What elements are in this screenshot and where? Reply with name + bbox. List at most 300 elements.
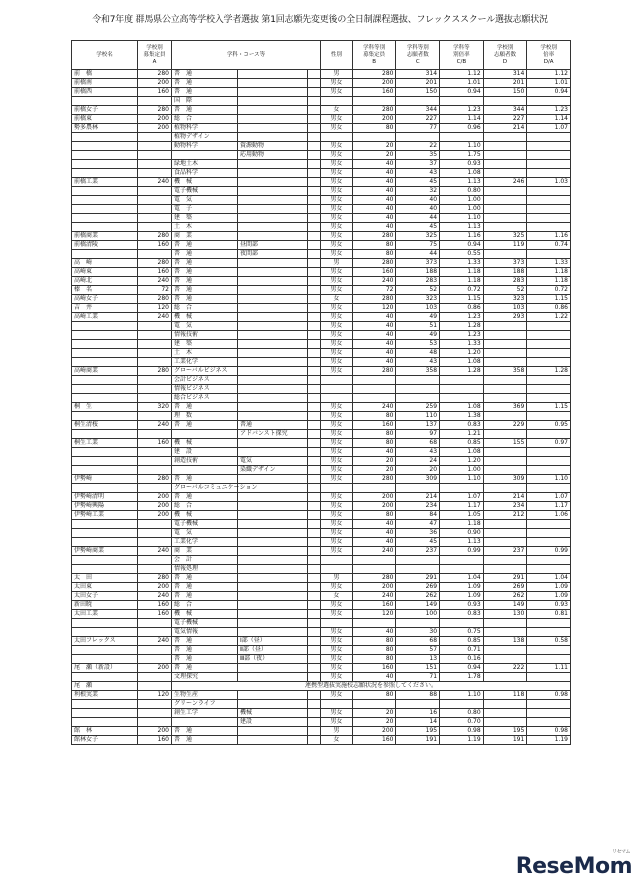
cell-dept-applicants: 234 — [396, 502, 440, 511]
table-row — [72, 178, 571, 187]
cell-spacer — [308, 187, 321, 196]
cell-course: 普通 — [237, 421, 307, 430]
cell-gender: 男女 — [320, 313, 352, 322]
cell-gender: 男女 — [320, 637, 352, 646]
cell-school-name: 伊勢崎興陽 — [72, 502, 138, 511]
cell-school-applicants — [483, 349, 527, 358]
table-row — [72, 115, 571, 124]
cell-school-applicants — [483, 187, 527, 196]
cell-school-ratio: 1.03 — [527, 178, 571, 187]
cell-dept-capacity: 280 — [352, 574, 396, 583]
cell-gender — [320, 700, 352, 709]
cell-course — [237, 79, 307, 88]
cell-department: 文理探究 — [171, 673, 237, 682]
cell-school-ratio: 1.14 — [527, 115, 571, 124]
cell-school-applicants — [483, 655, 527, 664]
cell-course — [237, 520, 307, 529]
table-row — [72, 619, 571, 628]
cell-gender: 男 — [320, 259, 352, 268]
cell-department: 普 通 — [171, 259, 237, 268]
cell-gender: 男 — [320, 574, 352, 583]
table-row — [72, 106, 571, 115]
table-row — [72, 196, 571, 205]
cell-school-name — [72, 655, 138, 664]
cell-dept-capacity: 80 — [352, 655, 396, 664]
cell-school-ratio: 1.07 — [527, 493, 571, 502]
cell-dept-ratio: 1.10 — [440, 214, 484, 223]
cell-school-ratio — [527, 556, 571, 565]
cell-department: 国 際 — [171, 97, 237, 106]
cell-school-capacity — [137, 655, 171, 664]
table-row — [72, 268, 571, 277]
cell-dept-ratio: 1.17 — [440, 502, 484, 511]
cell-spacer — [308, 79, 321, 88]
table-row — [72, 493, 571, 502]
cell-gender: 男女 — [320, 691, 352, 700]
cell-department: 普 通 — [171, 70, 237, 79]
cell-course — [237, 277, 307, 286]
cell-dept-ratio: 1.21 — [440, 430, 484, 439]
cell-dept-applicants: 43 — [396, 169, 440, 178]
cell-dept-capacity: 280 — [352, 70, 396, 79]
cell-dept-ratio: 1.00 — [440, 196, 484, 205]
header-label: 学校別 倍率 D/A — [540, 44, 557, 65]
cell-spacer — [308, 430, 321, 439]
cell-dept-ratio: 1.08 — [440, 403, 484, 412]
application-status-table-wrapper — [71, 40, 571, 745]
cell-dept-capacity: 200 — [352, 583, 396, 592]
cell-spacer — [308, 214, 321, 223]
cell-dept-ratio: 1.28 — [440, 367, 484, 376]
cell-course — [237, 511, 307, 520]
table-row — [72, 664, 571, 673]
cell-dept-applicants: 227 — [396, 115, 440, 124]
cell-department: 創造技術 — [171, 457, 237, 466]
cell-school-ratio — [527, 646, 571, 655]
cell-dept-capacity — [352, 376, 396, 385]
cell-school-ratio: 0.86 — [527, 304, 571, 313]
cell-school-applicants — [483, 529, 527, 538]
cell-school-capacity: 280 — [137, 259, 171, 268]
cell-school-name — [72, 160, 138, 169]
cell-school-capacity — [137, 646, 171, 655]
cell-spacer — [308, 277, 321, 286]
cell-school-ratio: 1.04 — [527, 574, 571, 583]
cell-school-applicants — [483, 565, 527, 574]
cell-department: 普 通 — [171, 241, 237, 250]
cell-dept-ratio: 1.20 — [440, 349, 484, 358]
cell-school-ratio — [527, 619, 571, 628]
cell-school-applicants: 191 — [483, 736, 527, 745]
cell-school-applicants — [483, 142, 527, 151]
cell-spacer — [308, 637, 321, 646]
table-row — [72, 430, 571, 439]
header-school-applicants — [483, 41, 527, 70]
cell-dept-ratio: 1.13 — [440, 223, 484, 232]
cell-school-applicants — [483, 718, 527, 727]
cell-spacer — [308, 376, 321, 385]
cell-dept-capacity: 80 — [352, 250, 396, 259]
cell-department: 土 木 — [171, 223, 237, 232]
cell-school-name — [72, 520, 138, 529]
cell-dept-ratio: 0.85 — [440, 439, 484, 448]
cell-school-name: 桐生清桜 — [72, 421, 138, 430]
cell-department: 普 通 — [171, 736, 237, 745]
cell-dept-ratio: 1.28 — [440, 322, 484, 331]
cell-department: 普 通 — [171, 106, 237, 115]
cell-school-name — [72, 538, 138, 547]
header-dept-capacity — [352, 41, 396, 70]
cell-course — [237, 88, 307, 97]
cell-dept-ratio: 1.18 — [440, 268, 484, 277]
cell-course — [237, 214, 307, 223]
cell-spacer — [308, 709, 321, 718]
cell-dept-applicants: 68 — [396, 637, 440, 646]
cell-dept-capacity: 40 — [352, 205, 396, 214]
header-label: 学科等別 志願者数 C — [406, 44, 429, 65]
cell-department: 建 設 — [171, 448, 237, 457]
cell-school-name: 高崎北 — [72, 277, 138, 286]
cell-school-applicants — [483, 457, 527, 466]
cell-department: 電子機械 — [171, 520, 237, 529]
header-label: 学科等別 募集定員 B — [363, 44, 386, 65]
cell-school-ratio — [527, 529, 571, 538]
cell-gender: 男女 — [320, 673, 352, 682]
cell-dept-capacity: 40 — [352, 160, 396, 169]
cell-school-ratio: 1.17 — [527, 502, 571, 511]
table-row — [72, 70, 571, 79]
cell-dept-capacity: 120 — [352, 304, 396, 313]
cell-gender: 男女 — [320, 79, 352, 88]
cell-department: 機 械 — [171, 511, 237, 520]
cell-dept-ratio: 1.00 — [440, 205, 484, 214]
cell-school-capacity — [137, 349, 171, 358]
cell-gender: 男女 — [320, 223, 352, 232]
table-row — [72, 142, 571, 151]
cell-gender: 男女 — [320, 709, 352, 718]
cell-school-capacity: 200 — [137, 583, 171, 592]
cell-gender — [320, 556, 352, 565]
cell-department: 総 合 — [171, 601, 237, 610]
cell-school-capacity — [137, 214, 171, 223]
cell-dept-ratio: 0.80 — [440, 187, 484, 196]
cell-spacer — [308, 70, 321, 79]
table-row — [72, 466, 571, 475]
cell-school-name: 前橋南 — [72, 79, 138, 88]
cell-school-name: 尾 瀬（新設） — [72, 664, 138, 673]
table-row — [72, 520, 571, 529]
cell-school-name: 桐 生 — [72, 403, 138, 412]
cell-school-capacity — [137, 133, 171, 142]
cell-dept-ratio: 1.19 — [440, 736, 484, 745]
cell-school-capacity — [137, 718, 171, 727]
cell-school-capacity — [137, 430, 171, 439]
header-school-ratio — [527, 41, 571, 70]
cell-spacer — [308, 241, 321, 250]
cell-dept-capacity: 240 — [352, 403, 396, 412]
cell-dept-ratio: 1.18 — [440, 520, 484, 529]
cell-dept-capacity: 40 — [352, 358, 396, 367]
cell-dept-ratio: 0.83 — [440, 610, 484, 619]
table-row — [72, 151, 571, 160]
cell-dept-capacity: 20 — [352, 718, 396, 727]
cell-school-capacity: 72 — [137, 286, 171, 295]
cell-dept-applicants: 214 — [396, 493, 440, 502]
cell-school-applicants: 291 — [483, 574, 527, 583]
cell-course — [237, 286, 307, 295]
cell-dept-ratio: 1.75 — [440, 151, 484, 160]
cell-school-applicants: 155 — [483, 439, 527, 448]
cell-school-name: 太田女子 — [72, 592, 138, 601]
cell-dept-applicants: 262 — [396, 592, 440, 601]
cell-dept-applicants: 22 — [396, 142, 440, 151]
cell-gender: 男女 — [320, 664, 352, 673]
cell-course — [237, 601, 307, 610]
cell-school-applicants — [483, 700, 527, 709]
cell-school-applicants: 214 — [483, 493, 527, 502]
cell-school-name — [72, 97, 138, 106]
cell-school-applicants: 293 — [483, 313, 527, 322]
table-row — [72, 313, 571, 322]
cell-dept-applicants: 51 — [396, 322, 440, 331]
cell-course — [237, 367, 307, 376]
table-row — [72, 79, 571, 88]
cell-school-capacity: 280 — [137, 106, 171, 115]
cell-school-ratio — [527, 700, 571, 709]
cell-dept-ratio: 0.98 — [440, 727, 484, 736]
cell-school-name — [72, 466, 138, 475]
cell-school-capacity: 120 — [137, 304, 171, 313]
cell-school-capacity — [137, 385, 171, 394]
cell-department: 会計ビジネス — [171, 376, 237, 385]
cell-school-ratio: 0.94 — [527, 88, 571, 97]
cell-dept-ratio: 1.00 — [440, 466, 484, 475]
cell-school-ratio — [527, 412, 571, 421]
header-gender — [320, 41, 352, 70]
cell-course — [237, 619, 307, 628]
cell-course — [237, 97, 307, 106]
table-row — [72, 691, 571, 700]
cell-school-applicants — [483, 322, 527, 331]
cell-school-capacity: 240 — [137, 637, 171, 646]
cell-course — [237, 610, 307, 619]
header-label: 学科等 別倍率 C/B — [453, 44, 470, 65]
cell-school-capacity — [137, 394, 171, 403]
table-row — [72, 475, 571, 484]
cell-school-applicants — [483, 556, 527, 565]
cell-school-name — [72, 331, 138, 340]
cell-spacer — [308, 295, 321, 304]
cell-school-name: 伊勢崎清明 — [72, 493, 138, 502]
cell-school-name — [72, 430, 138, 439]
cell-dept-capacity: 72 — [352, 286, 396, 295]
cell-course — [237, 196, 307, 205]
cell-school-applicants — [483, 358, 527, 367]
cell-dept-applicants: 20 — [396, 466, 440, 475]
cell-school-ratio — [527, 394, 571, 403]
cell-school-capacity — [137, 466, 171, 475]
cell-school-ratio: 1.19 — [527, 736, 571, 745]
cell-department: 機 械 — [171, 178, 237, 187]
cell-course: 応用動物 — [237, 151, 307, 160]
cell-school-ratio: 1.33 — [527, 259, 571, 268]
cell-dept-ratio: 1.04 — [440, 574, 484, 583]
cell-dept-ratio — [440, 376, 484, 385]
header-department — [171, 41, 320, 70]
cell-school-ratio — [527, 484, 571, 493]
cell-dept-applicants: 150 — [396, 88, 440, 97]
cell-dept-applicants — [396, 565, 440, 574]
cell-course — [237, 412, 307, 421]
cell-course — [237, 160, 307, 169]
cell-school-name: 前橋商業 — [72, 232, 138, 241]
cell-department: 商 業 — [171, 232, 237, 241]
cell-department: 総 合 — [171, 502, 237, 511]
cell-course — [237, 556, 307, 565]
table-row — [72, 367, 571, 376]
cell-dept-ratio — [440, 97, 484, 106]
cell-school-name: 榛 名 — [72, 286, 138, 295]
cell-school-name: 利根実業 — [72, 691, 138, 700]
cell-school-ratio — [527, 628, 571, 637]
cell-spacer — [308, 88, 321, 97]
cell-dept-applicants — [396, 385, 440, 394]
cell-dept-applicants: 30 — [396, 628, 440, 637]
cell-course — [237, 502, 307, 511]
cell-course — [237, 259, 307, 268]
cell-course — [237, 232, 307, 241]
cell-school-applicants: 314 — [483, 70, 527, 79]
cell-dept-applicants: 47 — [396, 520, 440, 529]
header-dept-ratio — [440, 41, 484, 70]
cell-dept-capacity: 40 — [352, 196, 396, 205]
cell-spacer — [308, 97, 321, 106]
cell-school-ratio — [527, 655, 571, 664]
cell-gender: 男女 — [320, 529, 352, 538]
cell-spacer — [308, 349, 321, 358]
cell-dept-capacity: 40 — [352, 331, 396, 340]
cell-school-ratio — [527, 205, 571, 214]
cell-spacer — [308, 394, 321, 403]
table-row — [72, 538, 571, 547]
cell-dept-applicants: 52 — [396, 286, 440, 295]
cell-school-name: 館 林 — [72, 727, 138, 736]
cell-dept-ratio: 1.10 — [440, 691, 484, 700]
cell-department: 緑地土木 — [171, 160, 237, 169]
table-row — [72, 574, 571, 583]
table-row — [72, 529, 571, 538]
cell-school-ratio — [527, 466, 571, 475]
cell-school-capacity — [137, 205, 171, 214]
cell-department: 普 通 — [171, 637, 237, 646]
cell-school-capacity — [137, 160, 171, 169]
table-row — [72, 223, 571, 232]
cell-gender: 男女 — [320, 520, 352, 529]
cell-school-name: 前 橋 — [72, 70, 138, 79]
cell-dept-applicants: 103 — [396, 304, 440, 313]
cell-course — [237, 70, 307, 79]
table-row — [72, 241, 571, 250]
cell-spacer — [308, 151, 321, 160]
cell-department: 機 械 — [171, 313, 237, 322]
cell-department: 普 通 — [171, 277, 237, 286]
cell-dept-applicants: 188 — [396, 268, 440, 277]
cell-dept-capacity — [352, 484, 396, 493]
table-row — [72, 610, 571, 619]
header-dept-applicants — [396, 41, 440, 70]
cell-school-name: 前橋女子 — [72, 106, 138, 115]
cell-school-name — [72, 196, 138, 205]
cell-gender: 男女 — [320, 601, 352, 610]
cell-school-capacity — [137, 556, 171, 565]
cell-course — [237, 565, 307, 574]
cell-department: 建 築 — [171, 340, 237, 349]
cell-spacer — [308, 448, 321, 457]
cell-gender: 男女 — [320, 241, 352, 250]
cell-spacer — [308, 520, 321, 529]
cell-school-name — [72, 619, 138, 628]
cell-dept-ratio: 1.13 — [440, 178, 484, 187]
cell-spacer — [308, 133, 321, 142]
cell-spacer — [308, 259, 321, 268]
cell-spacer — [308, 574, 321, 583]
cell-school-name — [72, 529, 138, 538]
cell-dept-applicants: 68 — [396, 439, 440, 448]
cell-department: 機 械 — [171, 610, 237, 619]
cell-school-name: 館林女子 — [72, 736, 138, 745]
cell-school-ratio — [527, 160, 571, 169]
cell-school-capacity: 160 — [137, 88, 171, 97]
cell-school-ratio — [527, 142, 571, 151]
cell-dept-applicants: 13 — [396, 655, 440, 664]
cell-dept-capacity: 160 — [352, 664, 396, 673]
cell-school-name: 太田フレックス — [72, 637, 138, 646]
cell-dept-ratio: 1.23 — [440, 106, 484, 115]
cell-dept-capacity: 160 — [352, 601, 396, 610]
cell-school-ratio — [527, 223, 571, 232]
cell-school-ratio: 1.18 — [527, 277, 571, 286]
cell-school-ratio: 0.72 — [527, 286, 571, 295]
cell-spacer — [308, 367, 321, 376]
cell-dept-applicants: 77 — [396, 124, 440, 133]
cell-school-name — [72, 628, 138, 637]
header-label: 学校別 募集定員 A — [143, 44, 166, 65]
cell-gender: 男女 — [320, 457, 352, 466]
cell-school-ratio: 0.95 — [527, 421, 571, 430]
cell-dept-ratio: 1.08 — [440, 358, 484, 367]
cell-dept-ratio: 1.20 — [440, 457, 484, 466]
cell-school-ratio — [527, 718, 571, 727]
cell-school-ratio — [527, 331, 571, 340]
cell-school-name: 吉 井 — [72, 304, 138, 313]
cell-gender: 男女 — [320, 367, 352, 376]
cell-dept-applicants — [396, 394, 440, 403]
cell-school-ratio: 1.15 — [527, 403, 571, 412]
cell-dept-applicants: 88 — [396, 691, 440, 700]
cell-school-ratio — [527, 340, 571, 349]
cell-gender: 男女 — [320, 124, 352, 133]
cell-school-ratio — [527, 133, 571, 142]
cell-dept-capacity — [352, 133, 396, 142]
header-label: 学科・コース等 — [226, 51, 266, 58]
cell-school-name — [72, 322, 138, 331]
cell-school-ratio — [527, 187, 571, 196]
cell-dept-capacity: 120 — [352, 610, 396, 619]
cell-school-name: 高崎商業 — [72, 367, 138, 376]
cell-dept-ratio: 1.10 — [440, 142, 484, 151]
cell-dept-capacity: 200 — [352, 502, 396, 511]
cell-gender: 男女 — [320, 421, 352, 430]
